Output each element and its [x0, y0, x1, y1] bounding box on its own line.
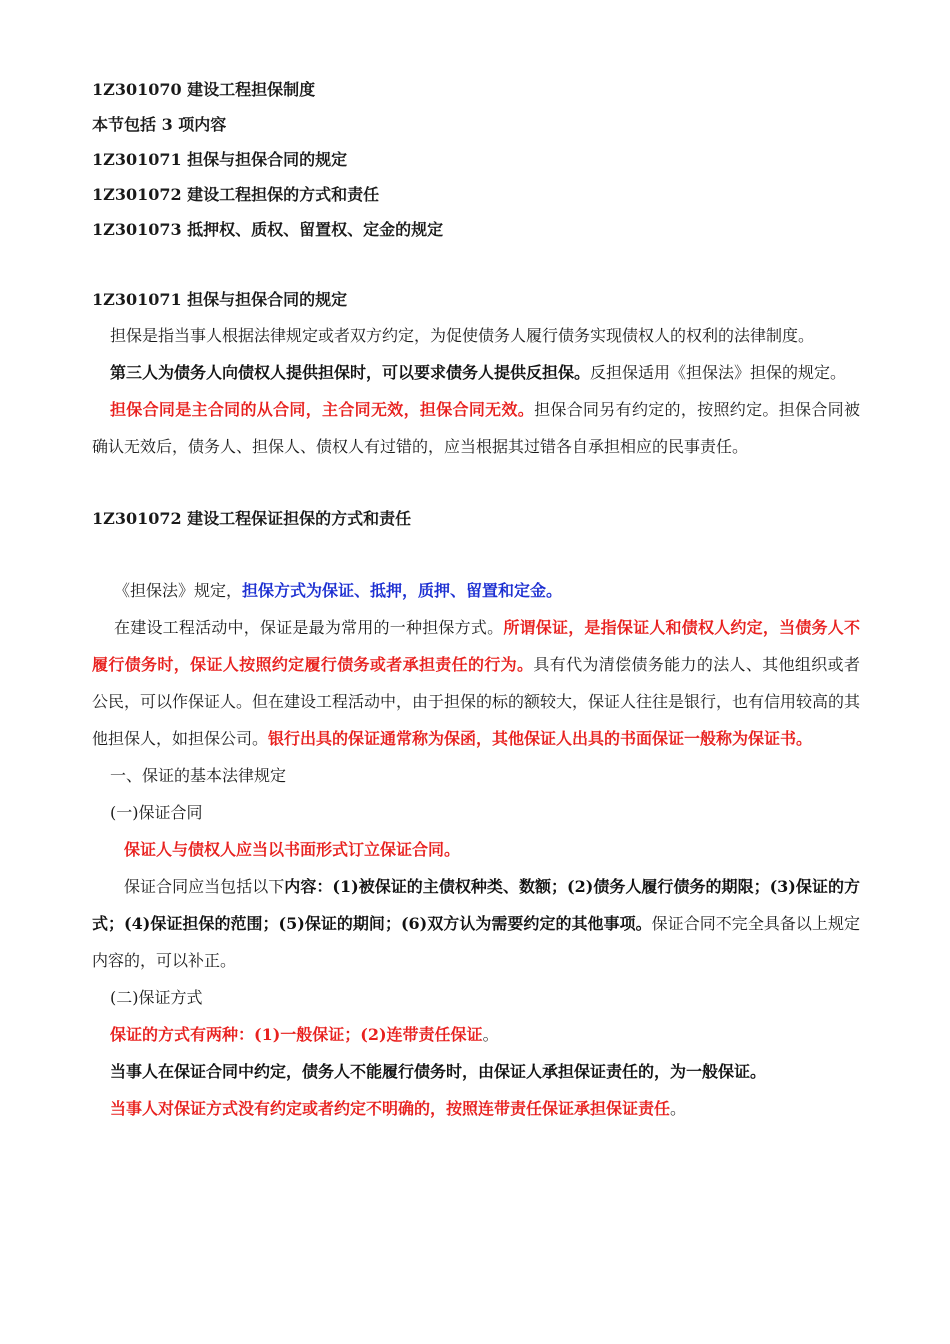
paragraph-guarantee-methods [92, 572, 860, 609]
highlight-red-text: 保证人与债权人应当以书面形式订立保证合同。 [124, 840, 461, 859]
text: 保证合同不完全具备以上规定内容的，可以补正。 [92, 914, 860, 970]
paragraph-guarantee-definition [92, 317, 860, 354]
text: 担保是指当事人根据法律规定或者双方约定，为促使债务人履行债务实现债权人的权利的法律制度。 [110, 326, 815, 345]
highlight-red-text: 当事人对保证方式没有约定或者约定不明确的，按照连带责任保证承担保证责任 [110, 1099, 671, 1118]
spacer [92, 247, 860, 282]
paragraph-guarantee-contract [92, 391, 860, 465]
paragraph-counter-guarantee [92, 354, 860, 391]
chapter-title: 1Z301070 建设工程担保制度 [92, 80, 316, 99]
spacer [92, 465, 860, 501]
paragraph-general-surety [92, 1053, 860, 1090]
highlight-red-text: 银行出具的保证通常称为保函，其他保证人出具的书面保证一般称为保证书。 [268, 729, 813, 748]
toc-item-2: 1Z301072 建设工程担保的方式和责任 [92, 185, 380, 204]
toc-item-1: 1Z301071 担保与担保合同的规定 [92, 150, 348, 169]
subheading-surety-methods: (二)保证方式 [110, 988, 203, 1007]
text: 具有代为清偿债务能力的法人、其他组织或者公民，可以作保证人。但在建设工程活动中，由于担保的标的额较大，保证人往往是银行，也有信用较高的其他担保人，如担保公司。 [92, 655, 861, 748]
section-heading-1z301072: 1Z301072 建设工程保证担保的方式和责任 [92, 509, 412, 528]
paragraph-surety-definition [92, 609, 860, 757]
paragraph-contract-contents [92, 868, 860, 979]
paragraph-written-form [92, 831, 860, 868]
text: 。 [482, 1025, 499, 1044]
text: 在建设工程活动中，保证是最为常用的一种担保方式。 [114, 618, 504, 637]
subheading-basic-rules: 一、保证的基本法律规定 [110, 766, 287, 785]
text: 反担保适用《担保法》担保的规定。 [590, 363, 847, 382]
bold-text: 内容：(1)被保证的主债权种类、数额；(2)债务人履行债务的期限；(3)保证的方式；(4)保证担保的范围；(5)保证的期间；(6)双方认为需要约定的其他事项。 [92, 877, 860, 933]
toc-item-3: 1Z301073 抵押权、质权、留置权、定金的规定 [92, 220, 444, 239]
text: 。 [670, 1099, 687, 1118]
highlight-red-text: 所谓保证，是指保证人和债权人约定，当债务人不履行债务时，保证人按照约定履行债务或者承担责任的行为。 [92, 618, 860, 674]
text: 担保合同另有约定的，按照约定。担保合同被确认无效后，债务人、担保人、债权人有过错的，应当根据其过错各自承担相应的民事责任。 [92, 400, 860, 456]
section-heading-1z301071: 1Z301071 担保与担保合同的规定 [92, 290, 348, 309]
highlight-red-text: 担保合同是主合同的从合同，主合同无效，担保合同无效。 [110, 400, 535, 419]
document-content [92, 72, 860, 1127]
paragraph-joint-liability [92, 1090, 860, 1127]
paragraph-two-methods [92, 1016, 860, 1053]
highlight-blue-text: 担保方式为保证、抵押，质押、留置和定金。 [242, 581, 563, 600]
bold-text: 当事人在保证合同中约定，债务人不能履行债务时，由保证人承担保证责任的，为一般保证。 [110, 1062, 767, 1081]
text: 保证合同应当包括以下 [124, 877, 285, 896]
bold-text: 第三人为债务人向债权人提供担保时，可以要求债务人提供反担保。 [110, 363, 591, 382]
section-intro: 本节包括 3 项内容 [92, 115, 227, 134]
subheading-surety-contract: (一)保证合同 [110, 803, 203, 822]
text: 《担保法》规定， [114, 581, 243, 600]
spacer [92, 536, 860, 572]
highlight-red-text: 保证的方式有两种：(1)一般保证；(2)连带责任保证 [110, 1025, 483, 1044]
